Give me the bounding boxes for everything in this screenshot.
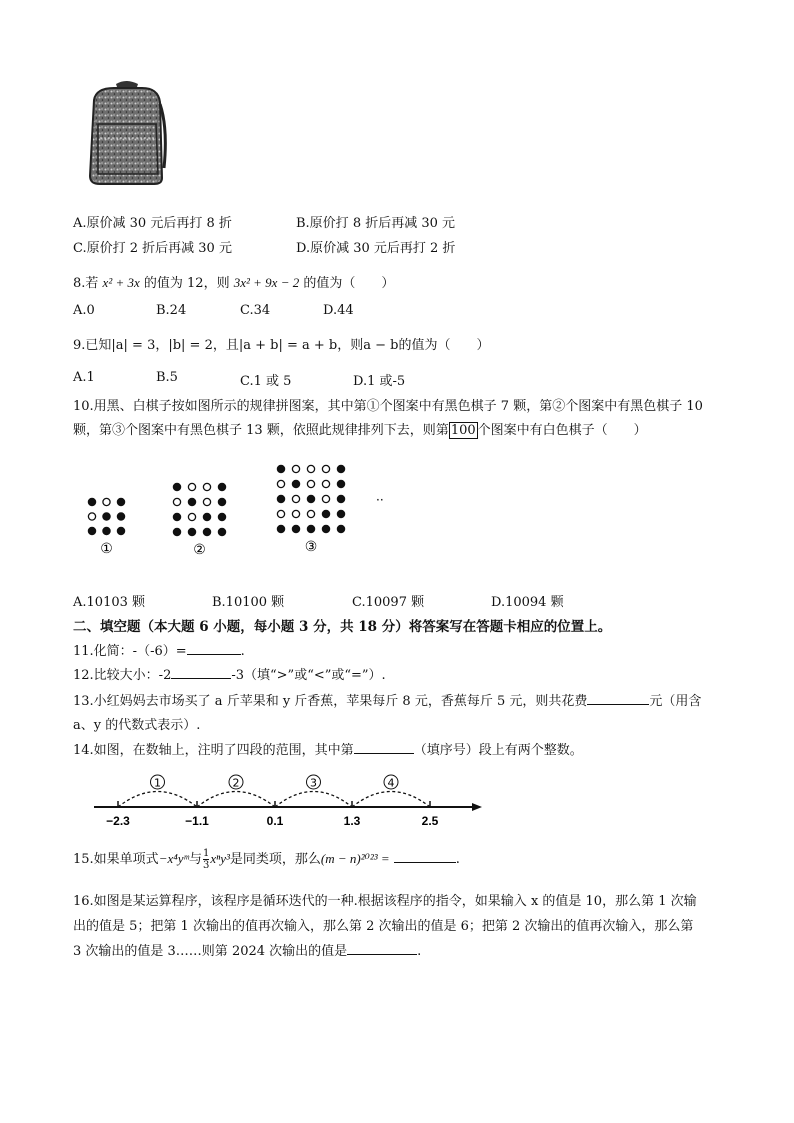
q15-pre: 15.如果单项式 [73,852,159,867]
q7-option-d: D.原价减 30 元后再打 2 折 [296,241,456,256]
white-piece [322,480,329,487]
number-line-tick-label: 2.5 [421,814,439,828]
q12-post: -3（填“>”或“<”或“=”）. [231,668,386,683]
q12-question [73,664,386,683]
q15-answer-blank[interactable] [394,850,456,863]
pattern-label-1: ① [100,541,113,557]
q16-line-1: 16.如图是某运算程序，该程序是循环迭代的一种.根据该程序的指令，如果输入 x 的值是 10，那么第 1 次输 [73,894,697,909]
black-piece [307,495,314,502]
white-piece [292,465,299,472]
q12-pre: 12.比较大小：-2 [73,668,172,683]
q8-option-c: C.34 [240,303,271,318]
black-piece [337,495,344,502]
white-piece [277,510,284,517]
q15-fraction [203,848,209,871]
black-piece [203,528,210,535]
q8-suffix: 的值为（ ） [303,276,395,291]
black-piece [188,498,195,505]
white-piece [307,480,314,487]
q15-fraction-numerator: 1 [202,848,210,859]
q10-boxed-number: 100 [450,423,476,438]
q10-line-1: 10.用黑、白棋子按如图所示的规律拼图案，其中第①个图案中有黑色棋子 7 颗，第②个图案中有黑色棋子 10 [73,399,703,414]
q14-number-line [90,770,490,828]
q13-line-1-end: 元（用含 [649,694,702,709]
q11-answer-blank[interactable] [187,642,241,655]
black-piece [103,513,110,520]
q15-power-expression: (m − n)²⁰²³ = [320,851,390,866]
q15-fraction-denominator: 3 [202,860,210,871]
pattern-ellipsis: ·· [376,493,384,507]
q7-option-a: A.原价减 30 元后再打 8 折 [73,216,232,231]
q13-line-1-text: 13.小红妈妈去市场买了 a 斤苹果和 y 斤香蕉，苹果每斤 8 元，香蕉每斤 5 元，则共花费 [73,694,588,709]
q16-line-3 [73,940,421,959]
q10-option-a: A.10103 颗 [73,595,146,610]
q13-line-1 [73,690,701,709]
white-piece [307,510,314,517]
number-line-segment-arc [118,792,197,808]
q11-question [73,640,245,659]
section-2-heading: 二、填空题（本大题 6 小题，每小题 3 分，共 18 分）将答案写在答题卡相应的位置上。 [73,619,612,635]
number-line-segment-label: 2 [232,776,240,790]
q16-line-2: 出的值是 5；把第 1 次输出的值再次输入，那么第 2 次输出的值是 6；把第 2 次输出的值再次输入，那么第 [73,919,694,934]
backpack-image [86,78,168,188]
black-piece [218,498,225,505]
black-piece [337,480,344,487]
number-line-arrow [472,803,482,811]
black-piece [88,527,95,534]
black-piece [277,495,284,502]
q16-end: . [417,944,422,959]
pattern-figure-2 [173,483,225,535]
black-piece [218,528,225,535]
number-line-tick-label: −2.3 [106,814,130,828]
q16-answer-blank[interactable] [347,942,417,955]
q14-answer-blank[interactable] [354,741,414,754]
q12-answer-blank[interactable] [171,666,231,679]
q8-question [73,272,394,291]
white-piece [292,495,299,502]
q13-answer-blank[interactable] [587,692,649,705]
q8-option-d: D.44 [323,303,354,318]
pattern-label-2: ② [193,542,206,558]
black-piece [307,525,314,532]
q8-prefix: 8.若 [73,276,99,291]
q9-option-b: B.5 [156,370,178,385]
white-piece [88,513,95,520]
black-piece [322,525,329,532]
black-piece [103,527,110,534]
number-line-segment-arc [352,792,430,808]
q10-pattern-figures [80,452,400,570]
q14-pre: 14.如图，在数轴上，注明了四段的范围，其中第 [73,743,354,758]
q8-mid: 的值为 12，则 [143,276,230,291]
q10-line-2-post: 个图案中有白色棋子（ ） [477,423,647,438]
white-piece [277,480,284,487]
black-piece [88,498,95,505]
pattern-figure-3 [277,465,344,532]
number-line-segment-arc [275,792,352,808]
number-line-segment-label: 1 [154,776,161,790]
number-line-segment-label: 4 [387,776,395,790]
black-piece [203,513,210,520]
black-piece [292,525,299,532]
white-piece [322,465,329,472]
q9-question: 9.已知|a| = 3，|b| = 2，且|a + b| = a + b，则a − b的值为（ ） [73,338,490,353]
white-piece [203,498,210,505]
q10-option-c: C.10097 颗 [352,595,425,610]
q15-mid-2: 是同类项，那么 [229,852,321,867]
black-piece [337,510,344,517]
white-piece [322,495,329,502]
black-piece [337,465,344,472]
black-piece [117,498,124,505]
number-line-segment-label: 3 [310,776,317,790]
black-piece [188,528,195,535]
pattern-label-3: ③ [304,539,318,555]
white-piece [307,465,314,472]
q7-option-c: C.原价打 2 折后再减 30 元 [73,241,232,256]
pattern-figure-1 [88,498,124,534]
number-line-tick-label: 1.3 [343,814,361,828]
q13-line-2: a、y 的代数式表示）. [73,718,201,733]
black-piece [337,525,344,532]
q8-option-b: B.24 [156,303,187,318]
q10-option-d: D.10094 颗 [491,595,564,610]
q14-post: （填序号）段上有两个整数。 [413,743,583,758]
q15-end: . [455,852,460,867]
q9-option-d: D.1 或-5 [353,374,406,389]
white-piece [292,510,299,517]
q14-question [73,739,583,758]
black-piece [117,527,124,534]
black-piece [277,465,284,472]
number-line-segment-arc [197,792,275,808]
q10-line-2 [73,419,647,438]
black-piece [218,483,225,490]
black-piece [173,528,180,535]
white-piece [203,483,210,490]
number-line-tick-label: 0.1 [266,814,284,828]
black-piece [173,483,180,490]
q11-text: 11.化简：-（-6）= [73,644,187,659]
q7-option-b: B.原价打 8 折后再减 30 元 [296,216,456,231]
number-line-tick-label: −1.1 [185,814,209,828]
black-piece [173,513,180,520]
black-piece [218,513,225,520]
q8-option-a: A.0 [73,303,95,318]
q8-expression-2: 3x² + 9x − 2 [233,275,300,290]
q15-monomial-2: xⁿy³ [210,851,230,866]
black-piece [277,525,284,532]
white-piece [173,498,180,505]
q9-option-a: A.1 [73,370,95,385]
white-piece [188,513,195,520]
q10-line-2-pre: 颗，第③个图案中有黑色棋子 13 颗，依照此规律排列下去，则第 [73,423,449,438]
black-piece [322,510,329,517]
q15-question [73,848,460,871]
white-piece [103,498,110,505]
q15-mid-1: 与 [188,852,202,867]
q11-end: . [240,644,245,659]
q9-option-c: C.1 或 5 [240,374,292,389]
q10-option-b: B.10100 颗 [212,595,285,610]
q15-monomial-1: −x⁴yᵐ [158,851,189,866]
white-piece [188,483,195,490]
black-piece [117,513,124,520]
black-piece [292,480,299,487]
q16-line-3-text: 3 次输出的值是 3……则第 2024 次输出的值是 [73,944,348,959]
q8-expression-1: x² + 3x [102,275,140,290]
